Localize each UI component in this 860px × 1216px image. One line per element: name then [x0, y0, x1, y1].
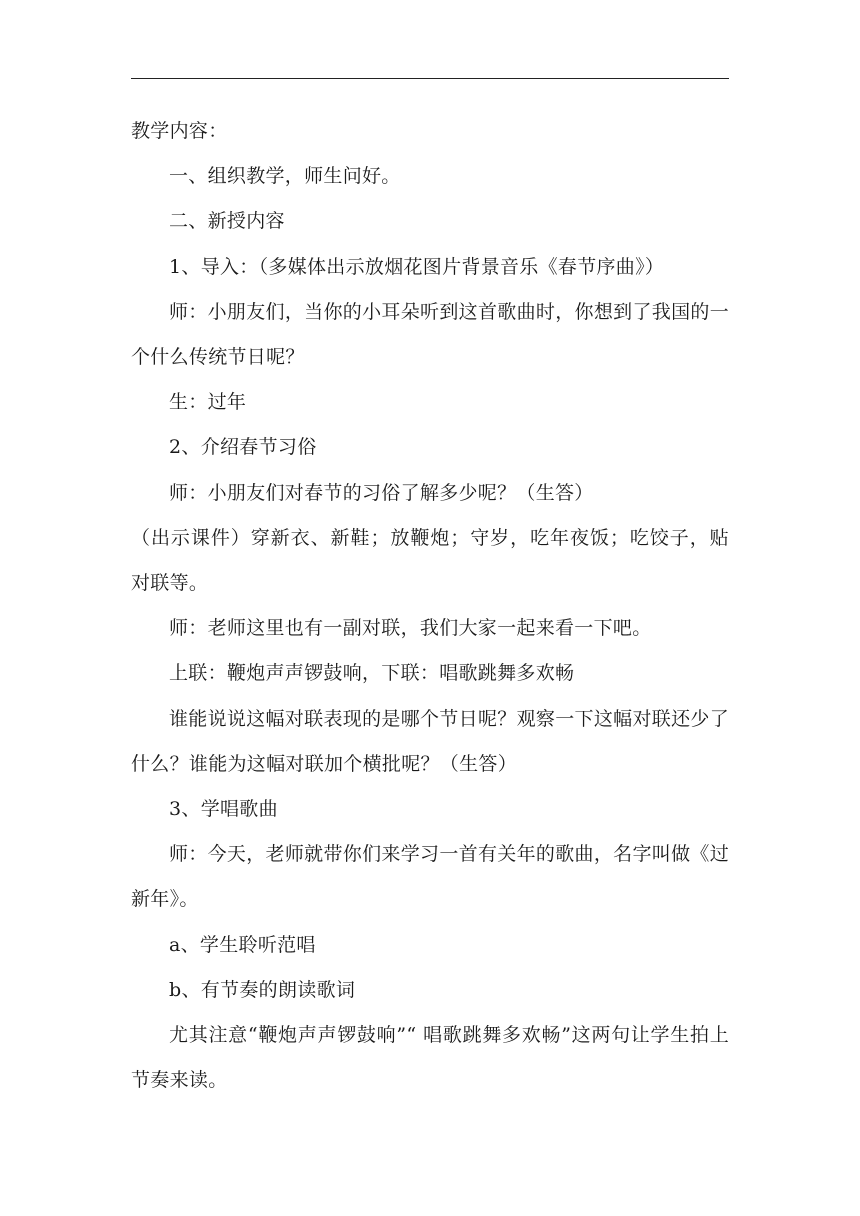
- document-body: [131, 109, 729, 1103]
- paragraph-step-one: 一、组织教学，师生问好。: [169, 165, 401, 188]
- paragraph-student-answer: 生：过年: [169, 391, 247, 414]
- paragraph-couplet: 上联：鞭炮声声锣鼓响，下联：唱歌跳舞多欢畅: [169, 662, 575, 685]
- paragraph-step-two: 二、新授内容: [169, 210, 285, 233]
- header-rule: [131, 78, 729, 79]
- paragraph-introduction: 1、导入：（多媒体出示放烟花图片背景音乐《春节序曲》）: [169, 255, 665, 278]
- paragraph-customs-heading: 2、介绍春节习俗: [169, 436, 317, 459]
- paragraph-courseware: （出示课件）穿新衣、新鞋；放鞭炮；守岁，吃年夜饭；吃饺子，贴对联等。: [131, 526, 729, 595]
- paragraph-couplet-intro: 师：老师这里也有一副对联，我们大家一起来看一下吧。: [169, 617, 652, 640]
- paragraph-rhythm-reading: b、有节奏的朗读歌词: [169, 978, 356, 1001]
- paragraph-song-intro: 师：今天，老师就带你们来学习一首有关年的歌曲，名字叫做《过新年》。: [131, 843, 729, 911]
- paragraph-couplet-question: 谁能说说这幅对联表现的是哪个节日呢？观察一下这幅对联还少了什么？谁能为这幅对联加个横批呢？（生答）: [131, 707, 729, 775]
- paragraph-listen: a、学生聆听范唱: [169, 933, 316, 956]
- paragraph-teacher-question: 师：小朋友们，当你的小耳朵听到这首歌曲时，你想到了我国的一个什么传统节日呢？: [131, 300, 729, 369]
- paragraph-teaching-content: 教学内容：: [131, 120, 228, 142]
- paragraph-rhythm-note: 尤其注意“鞭炮声声锣鼓响”“ 唱歌跳舞多欢畅”这两句让学生拍上节奏来读。: [131, 1024, 729, 1092]
- paragraph-customs-question: 师：小朋友们对春节的习俗了解多少呢？（生答）: [169, 481, 594, 504]
- paragraph-learn-song: 3、学唱歌曲: [169, 798, 278, 821]
